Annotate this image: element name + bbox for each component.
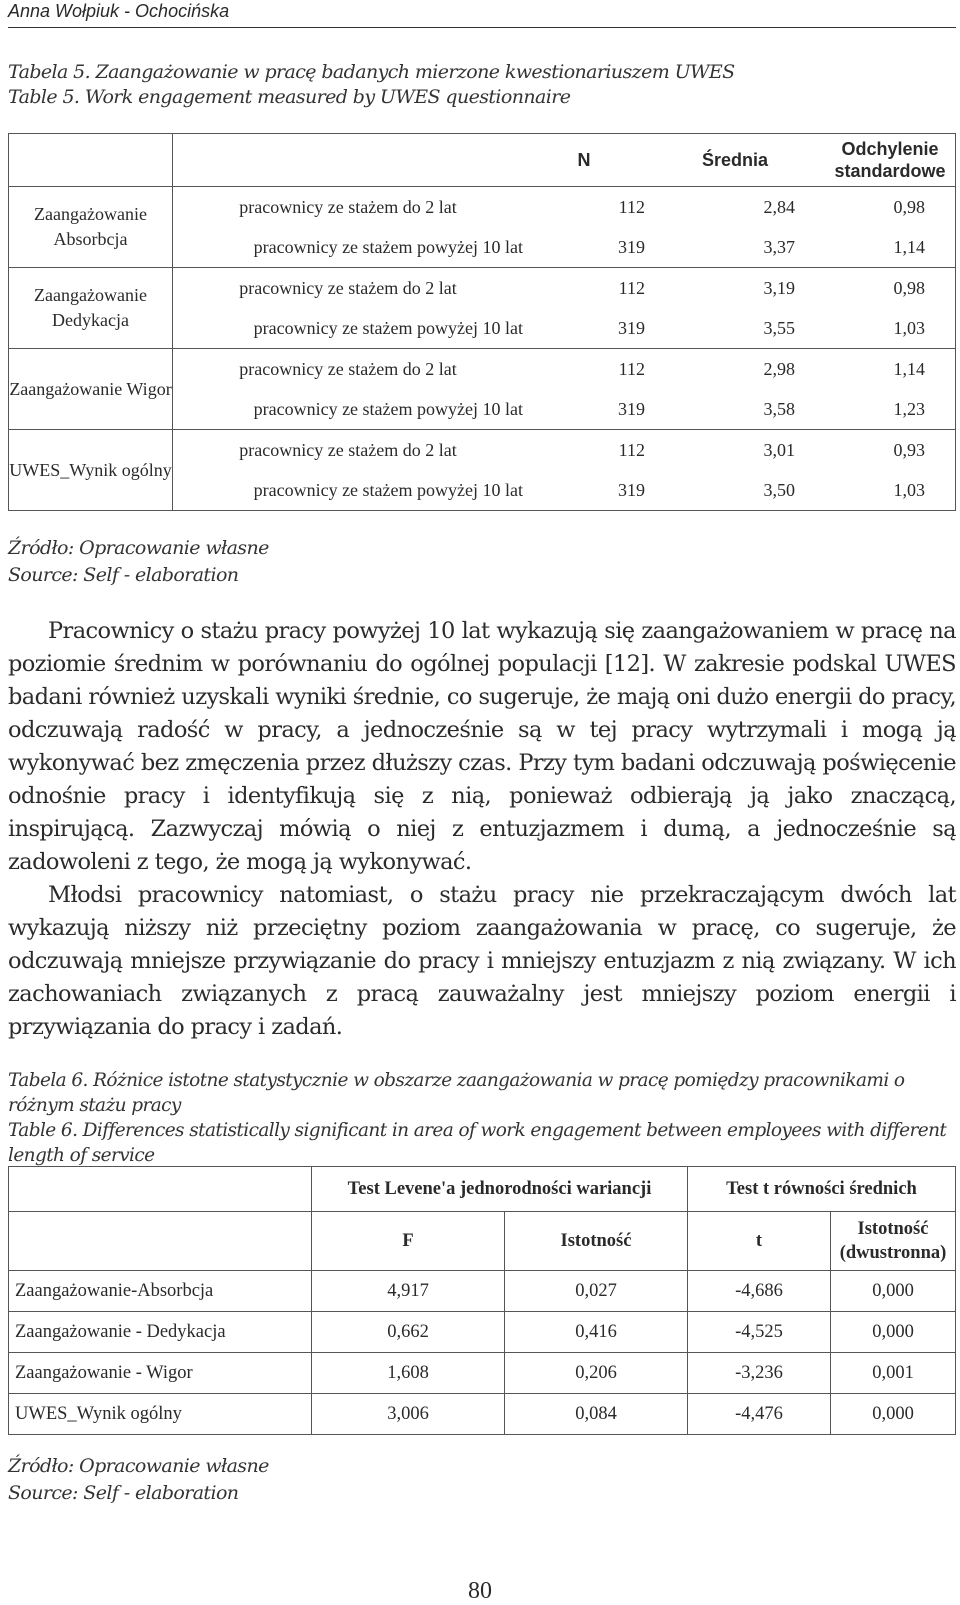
table6-header-empty — [9, 1212, 312, 1271]
table5-source-en: Source: Self - elaboration — [8, 564, 239, 586]
col-sig: Istotność — [505, 1212, 688, 1271]
row-n: 112 — [618, 439, 645, 460]
table6-source-pl: Źródło: Opracowanie własne — [8, 1455, 269, 1477]
cell-sig: 0,416 — [505, 1312, 688, 1353]
row-label: Zaangażowanie - Dedykacja — [9, 1312, 312, 1353]
row-mean: 3,37 — [763, 236, 795, 257]
table5-row — [173, 187, 955, 227]
cell-sig2: 0,000 — [831, 1271, 956, 1312]
table5-source-pl: Źródło: Opracowanie własne — [8, 537, 269, 559]
table5-group — [9, 268, 956, 349]
table5-group — [9, 349, 956, 430]
table6-caption — [8, 1068, 956, 1168]
row-label: pracownicy ze stażem powyżej 10 lat — [253, 398, 523, 419]
cell-f: 0,662 — [312, 1312, 505, 1353]
paragraph: Pracownicy o stażu pracy powyżej 10 lat wykazują się zaangażowaniem w pracę na poziomie średnim w porównaniu do ogólnej populacji [12]. W zakresie podskal UWES badani również uzyskali wyniki średnie, co sugeruje, że mają oni dużo energii do pracy, odczuwają radość w pracy, a jednocześnie są w tej pracy wytrzymali i mogą ją wykonywać bez zmęczenia przez dłuższy czas. Przy tym badani odczuwają poświęcenie odnośnie pracy i identyfikują się z nią, ponieważ odbierają ją jako znaczącą, inspirującą. Zazwyczaj mówią o niej z entuzjazmem i dumą, a jednocześnie są zadowoleni z tego, że mogą ją wykonywać. — [8, 618, 956, 875]
cell-sig: 0,084 — [505, 1394, 688, 1435]
row-n: 112 — [618, 196, 645, 217]
cell-t: -4,476 — [688, 1394, 831, 1435]
row-sd: 1,03 — [893, 317, 925, 338]
row-label: pracownicy ze stażem do 2 lat — [239, 277, 457, 298]
table6-header-row-1 — [9, 1167, 956, 1212]
cell-f: 4,917 — [312, 1271, 505, 1312]
levene-header: Test Levene'a jednorodności wariancji — [312, 1167, 688, 1212]
row-label: pracownicy ze stażem do 2 lat — [239, 196, 457, 217]
table5-caption-en: Table 5. Work engagement measured by UWES questionnaire — [8, 86, 571, 108]
table6-header-empty — [9, 1167, 312, 1212]
table6-caption-en: Table 6. Differences statistically significant in area of work engagement between employees with different length of service — [8, 1120, 947, 1166]
paragraph: Młodsi pracownicy natomiast, o stażu pracy nie przekraczającym dwóch lat wykazują niższy niż przeciętny poziom zaangażowania w pracę, co sugeruje, że odczuwają mniejsze przywiązanie do pracy i mniejszy entuzjazm z nią związany. W ich zachowaniach związanych z pracą zauważalny jest mniejszy poziom energii i przywiązania do pracy i zadań. — [8, 882, 956, 1040]
row-mean: 2,84 — [763, 196, 795, 217]
table6-source — [8, 1453, 269, 1507]
row-mean: 2,98 — [763, 358, 795, 379]
table-row — [9, 1394, 956, 1435]
table5-row — [173, 430, 955, 470]
row-mean: 3,01 — [763, 439, 795, 460]
row-mean: 3,58 — [763, 398, 795, 419]
row-label: pracownicy ze stażem powyżej 10 lat — [253, 479, 523, 500]
table5-source — [8, 535, 269, 589]
cell-sig2: 0,000 — [831, 1394, 956, 1435]
row-mean: 3,50 — [763, 479, 795, 500]
row-label: pracownicy ze stażem powyżej 10 lat — [253, 236, 523, 257]
row-sd: 0,98 — [893, 277, 925, 298]
table5-header-empty — [9, 134, 173, 187]
table6-source-en: Source: Self - elaboration — [8, 1482, 239, 1504]
table5-header-cols — [173, 134, 956, 187]
group-label: Zaangażowanie Wigor — [9, 349, 173, 430]
col-t: t — [688, 1212, 831, 1271]
row-n: 319 — [618, 317, 645, 338]
table6-header-row-2 — [9, 1212, 956, 1271]
author-name: Anna Wołpiuk - Ochocińska — [8, 1, 230, 21]
group-label: UWES_Wynik ogólny — [9, 430, 173, 511]
table-row — [9, 1271, 956, 1312]
cell-t: -3,236 — [688, 1353, 831, 1394]
table-row — [9, 1312, 956, 1353]
row-n: 319 — [618, 236, 645, 257]
body-text — [8, 615, 956, 1044]
table5-row — [173, 308, 955, 348]
table5-header-row — [9, 134, 956, 187]
row-mean: 3,19 — [763, 277, 795, 298]
row-n: 319 — [618, 398, 645, 419]
running-header — [8, 0, 956, 28]
row-label: pracownicy ze stażem do 2 lat — [239, 358, 457, 379]
row-sd: 0,98 — [893, 196, 925, 217]
row-label: pracownicy ze stażem powyżej 10 lat — [253, 317, 523, 338]
group-label: Zaangażowanie Dedykacja — [9, 268, 173, 349]
row-mean: 3,55 — [763, 317, 795, 338]
row-label: pracownicy ze stażem do 2 lat — [239, 439, 457, 460]
row-label: UWES_Wynik ogólny — [9, 1394, 312, 1435]
table5-row — [173, 389, 955, 429]
row-sd: 1,03 — [893, 479, 925, 500]
row-n: 112 — [618, 358, 645, 379]
table5 — [8, 133, 956, 511]
row-sd: 1,23 — [893, 398, 925, 419]
col-n: N — [577, 149, 591, 170]
table5-caption-pl: Tabela 5. Zaangażowanie w pracę badanych mierzone kwestionariuszem UWES — [8, 61, 735, 83]
row-label: Zaangażowanie-Absorbcja — [9, 1271, 312, 1312]
table5-group — [9, 430, 956, 511]
cell-sig2: 0,000 — [831, 1312, 956, 1353]
ttest-header: Test t równości średnich — [688, 1167, 956, 1212]
cell-sig: 0,027 — [505, 1271, 688, 1312]
group-label: Zaangażowanie Absorbcja — [9, 187, 173, 268]
cell-t: -4,525 — [688, 1312, 831, 1353]
row-sd: 1,14 — [893, 236, 925, 257]
col-mean: Średnia — [701, 149, 769, 170]
row-label: Zaangażowanie - Wigor — [9, 1353, 312, 1394]
cell-t: -4,686 — [688, 1271, 831, 1312]
table5-row — [173, 349, 955, 389]
table-row — [9, 1353, 956, 1394]
table5-row — [173, 470, 955, 510]
table5-group — [9, 187, 956, 268]
col-f: F — [312, 1212, 505, 1271]
table6 — [8, 1166, 956, 1435]
cell-f: 3,006 — [312, 1394, 505, 1435]
cell-sig: 0,206 — [505, 1353, 688, 1394]
table6-caption-pl: Tabela 6. Różnice istotne statystycznie w obszarze zaangażowania w pracę pomiędzy pracownikami o różnym stażu pracy — [8, 1070, 905, 1116]
col-sig2: Istotność (dwustronna) — [831, 1212, 956, 1271]
col-sd: Odchylenie standardowe — [834, 139, 946, 181]
table5-row — [173, 268, 955, 308]
row-n: 112 — [618, 277, 645, 298]
table5-caption — [8, 60, 735, 110]
page-number: 80 — [468, 1578, 492, 1604]
row-n: 319 — [618, 479, 645, 500]
cell-sig2: 0,001 — [831, 1353, 956, 1394]
table5-row — [173, 227, 955, 267]
cell-f: 1,608 — [312, 1353, 505, 1394]
row-sd: 0,93 — [893, 439, 925, 460]
row-sd: 1,14 — [893, 358, 925, 379]
